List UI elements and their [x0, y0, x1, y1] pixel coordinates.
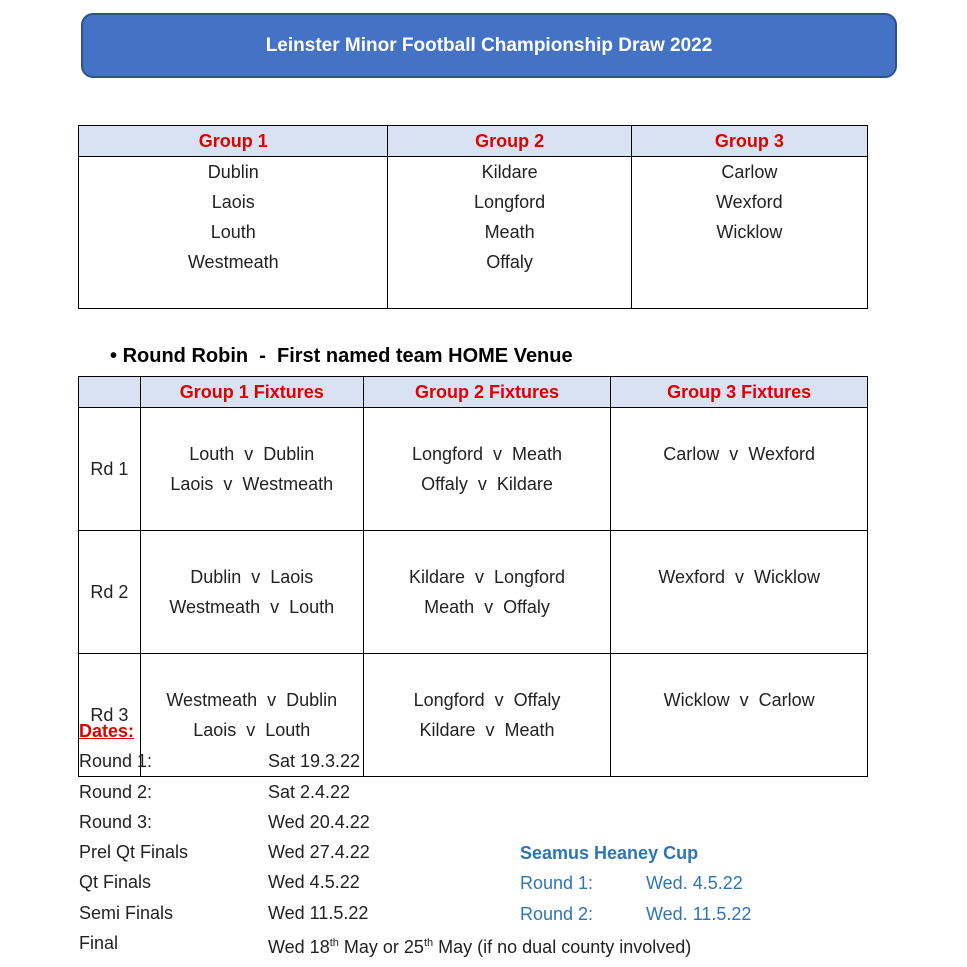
final-date-part: May (if no dual county involved)	[433, 937, 692, 958]
fixture: Wicklow v Carlow	[663, 690, 815, 710]
team-name: Wicklow	[716, 222, 783, 242]
ordinal-suffix: th	[423, 937, 434, 950]
seamus-heaney-cup-section	[520, 838, 752, 929]
team-name: Carlow	[721, 162, 778, 182]
table-row	[79, 531, 868, 654]
fixture: Carlow v Wexford	[663, 444, 816, 464]
table-row	[79, 654, 868, 777]
cup-round-date: Wed. 4.5.22	[646, 873, 743, 894]
date-row	[79, 807, 370, 837]
team-name: Longford	[474, 192, 546, 212]
final-date-value	[268, 928, 691, 962]
date-row	[79, 746, 361, 776]
table-row	[79, 408, 868, 531]
cup-round-label: Round 1:	[520, 873, 594, 894]
fixture: Westmeath v Dublin	[166, 690, 338, 710]
date-row	[79, 777, 351, 807]
dates-header: Dates:	[79, 721, 135, 741]
team-name: Laois	[211, 192, 255, 212]
fixture: Dublin v Laois	[190, 567, 314, 587]
group-3-teams	[631, 157, 867, 309]
group-1-teams	[79, 157, 388, 309]
group-header: Group 3	[631, 126, 867, 157]
cup-round-label: Round 2:	[520, 903, 594, 924]
fixtures-header: Group 2 Fixtures	[363, 377, 611, 408]
cup-round-date: Wed. 11.5.22	[646, 903, 752, 924]
groups-table	[78, 125, 868, 309]
date-value: Wed 27.4.22	[268, 842, 370, 863]
fixture: Offaly v Kildare	[421, 474, 553, 494]
date-row	[79, 898, 369, 928]
date-label: Round 1:	[79, 751, 153, 772]
group-header: Group 1	[79, 126, 388, 157]
cup-row	[520, 868, 743, 898]
team-name: Kildare	[481, 162, 538, 182]
round-label: Rd 3	[79, 654, 141, 777]
date-value: Wed 11.5.22	[268, 902, 369, 923]
group-2-teams	[388, 157, 631, 309]
round-robin-heading	[110, 345, 573, 368]
fixtures-table	[78, 376, 868, 777]
cup-row	[520, 899, 752, 929]
team-name: Dublin	[207, 162, 259, 182]
round-robin-label: Round Robin - First named team HOME Venue	[122, 345, 573, 367]
fixture: Westmeath v Louth	[169, 597, 335, 617]
team-name: Wexford	[715, 192, 783, 212]
team-name: Offaly	[486, 252, 533, 272]
round-label: Rd 1	[79, 408, 141, 531]
team-name: Meath	[484, 222, 535, 242]
cup-title: Seamus Heaney Cup	[520, 843, 699, 863]
fixture: Meath v Offaly	[424, 597, 550, 617]
date-value: Sat 2.4.22	[268, 781, 351, 802]
final-row	[79, 928, 692, 958]
group-2-fixtures	[363, 408, 611, 531]
group-2-fixtures	[363, 531, 611, 654]
group-3-fixtures	[611, 654, 868, 777]
date-label: Qt Finals	[79, 872, 152, 893]
date-label: Semi Finals	[79, 902, 174, 923]
date-label: Round 2:	[79, 781, 153, 802]
fixture: Kildare v Meath	[419, 720, 555, 740]
fixture: Laois v Louth	[193, 720, 311, 740]
final-date-part: Wed 18	[268, 937, 330, 958]
group-3-fixtures	[611, 408, 868, 531]
fixtures-header: Group 1 Fixtures	[140, 377, 363, 408]
date-label: Final	[79, 933, 119, 954]
date-value: Wed 20.4.22	[268, 811, 370, 832]
date-label: Prel Qt Finals	[79, 842, 189, 863]
group-1-fixtures	[140, 408, 363, 531]
fixture: Wexford v Wicklow	[658, 567, 821, 587]
fixture: Longford v Offaly	[413, 690, 561, 710]
team-name: Westmeath	[187, 252, 279, 272]
ordinal-suffix: th	[329, 937, 339, 950]
date-value: Wed 4.5.22	[268, 872, 360, 893]
date-label: Round 3:	[79, 811, 153, 832]
fixtures-header: Group 3 Fixtures	[611, 377, 868, 408]
date-row	[79, 867, 360, 897]
fixture: Louth v Dublin	[189, 444, 315, 464]
date-row	[79, 837, 370, 867]
group-header: Group 2	[388, 126, 631, 157]
date-value: Sat 19.3.22	[268, 751, 361, 772]
group-1-fixtures	[140, 531, 363, 654]
fixture: Laois v Westmeath	[170, 474, 334, 494]
round-label: Rd 2	[79, 531, 141, 654]
bullet-icon: •	[110, 345, 118, 367]
final-date-part: May or 25	[338, 937, 424, 958]
fixture: Kildare v Longford	[408, 567, 566, 587]
fixture: Longford v Meath	[411, 444, 563, 464]
group-3-fixtures	[611, 531, 868, 654]
fixtures-header	[79, 377, 141, 408]
page-title: Leinster Minor Football Championship Draw 2022	[81, 13, 897, 78]
team-name: Louth	[210, 222, 256, 242]
group-2-fixtures	[363, 654, 611, 777]
